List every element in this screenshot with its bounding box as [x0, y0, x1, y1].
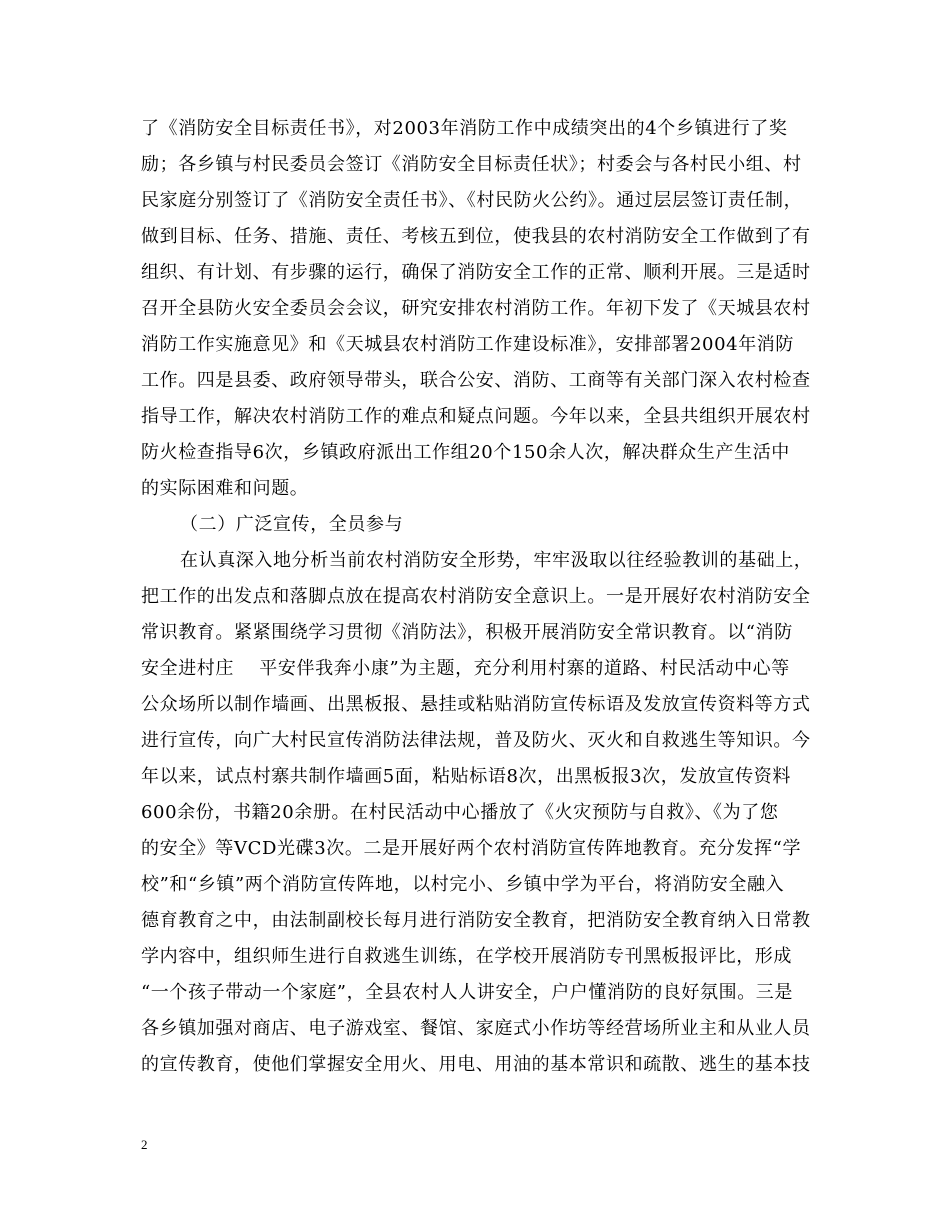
body-text-line: 的宣传教育，使他们掌握安全用火、用电、用油的基本常识和疏散、逃生的基本技 — [141, 1054, 811, 1075]
body-text-line: 的实际困难和问题。 — [141, 478, 309, 499]
body-text-line: 的安全》等VCD光碟3次。二是开展好两个农村消防宣传阵地教育。充分发挥“学 — [141, 838, 802, 859]
body-text-line: 把工作的出发点和落脚点放在提高农村消防安全意识上。一是开展好农村消防安全 — [141, 586, 811, 607]
body-text-line: 进行宣传，向广大村民宣传消防法律法规，普及防火、灭火和自救逃生等知识。今 — [141, 730, 811, 751]
body-text-line: “一个孩子带动一个家庭”，全县农村人人讲安全，户户懂消防的良好氛围。三是 — [141, 982, 794, 1003]
body-text-line: 工作。四是县委、政府领导带头，联合公安、消防、工商等有关部门深入农村检查 — [141, 370, 811, 391]
body-text-line: 民家庭分别签订了《消防安全责任书》、《村民防火公约》。通过层层签订责任制， — [141, 190, 803, 211]
body-text-line: 常识教育。紧紧围绕学习贯彻《消防法》，积极开展消防安全常识教育。以“消防 — [141, 622, 793, 643]
body-text-line: 安全进村庄 平安伴我奔小康”为主题，充分利用村寨的道路、村民活动中心等 — [141, 658, 790, 679]
body-text-line: 消防工作实施意见》和《天城县农村消防工作建设标准》，安排部署2004年消防 — [141, 334, 795, 355]
body-text-line: 各乡镇加强对商店、电子游戏室、餐馆、家庭式小作坊等经营场所业主和从业人员 — [141, 1018, 811, 1039]
body-text-line: 了《消防安全目标责任书》，对2003年消防工作中成绩突出的4个乡镇进行了奖 — [141, 118, 788, 139]
page-number: 2 — [141, 1137, 148, 1152]
body-text-line: 指导工作，解决农村消防工作的难点和疑点问题。今年以来，全县共组织开展农村 — [141, 406, 811, 427]
body-text-line: 励；各乡镇与村民委员会签订《消防安全目标责任状》；村委会与各村民小组、村 — [141, 154, 802, 175]
body-text-line: 组织、有计划、有步骤的运行，确保了消防安全工作的正常、顺利开展。三是适时 — [141, 262, 811, 283]
body-text-line: 年以来，试点村寨共制作墙画5面，粘贴标语8次，出黑板报3次，发放宣传资料 — [141, 766, 791, 787]
body-text-line: 公众场所以制作墙画、出黑板报、悬挂或粘贴消防宣传标语及发放宣传资料等方式 — [141, 694, 811, 715]
body-text-line: 召开全县防火安全委员会会议，研究安排农村消防工作。年初下发了《天城县农村 — [141, 298, 811, 319]
section-heading: （二）广泛宣传，全员参与 — [180, 514, 404, 535]
body-text-line: 德育教育之中，由法制副校长每月进行消防安全教育，把消防安全教育纳入日常教 — [141, 910, 811, 931]
body-text-line: 在认真深入地分析当前农村消防安全形势，牢牢汲取以往经验教训的基础上， — [180, 550, 813, 571]
body-text-line: 做到目标、任务、措施、责任、考核五到位，使我县的农村消防安全工作做到了有 — [141, 226, 811, 247]
body-text-line: 600余份，书籍20余册。在村民活动中心播放了《火灾预防与自救》、《为了您 — [141, 802, 779, 823]
body-text-line: 防火检查指导6次，乡镇政府派出工作组20个150余人次，解决群众生产生活中 — [141, 442, 790, 463]
body-text-line: 学内容中，组织师生进行自救逃生训练，在学校开展消防专刊黑板报评比，形成 — [141, 946, 792, 967]
body-text-line: 校”和“乡镇”两个消防宣传阵地，以村完小、乡镇中学为平台，将消防安全融入 — [141, 874, 785, 895]
